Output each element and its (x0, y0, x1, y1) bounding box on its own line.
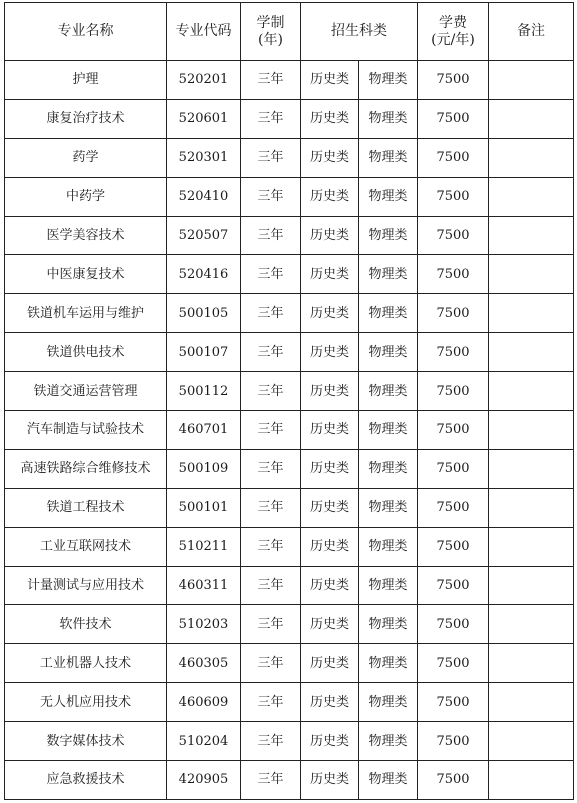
cell-subject-physics: 物理类 (359, 99, 418, 138)
cell-subject-history: 历史类 (301, 683, 359, 722)
cell-major-name: 铁道工程技术 (5, 488, 167, 527)
cell-remarks (489, 488, 574, 527)
cell-subject-physics: 物理类 (359, 333, 418, 372)
cell-remarks (489, 566, 574, 605)
cell-subject-physics: 物理类 (359, 177, 418, 216)
cell-tuition: 7500 (418, 216, 489, 255)
cell-duration: 三年 (241, 216, 301, 255)
header-duration-line2: (年) (258, 31, 283, 48)
table-row (5, 372, 574, 411)
cell-major-code: 520507 (167, 216, 241, 255)
cell-subject-history: 历史类 (301, 566, 359, 605)
cell-subject-physics: 物理类 (359, 683, 418, 722)
cell-subject-physics: 物理类 (359, 255, 418, 294)
table-body (5, 61, 574, 800)
cell-major-code: 520201 (167, 61, 241, 100)
cell-duration: 三年 (241, 372, 301, 411)
cell-tuition: 7500 (418, 488, 489, 527)
cell-subject-history: 历史类 (301, 722, 359, 761)
cell-duration: 三年 (241, 138, 301, 177)
cell-major-name: 铁道机车运用与维护 (5, 294, 167, 333)
cell-subject-physics: 物理类 (359, 722, 418, 761)
cell-major-name: 应急救援技术 (5, 761, 167, 800)
cell-duration: 三年 (241, 683, 301, 722)
cell-major-code: 460609 (167, 683, 241, 722)
cell-subject-physics: 物理类 (359, 138, 418, 177)
table-row (5, 527, 574, 566)
cell-major-name: 高速铁路综合维修技术 (5, 449, 167, 488)
cell-major-code: 520301 (167, 138, 241, 177)
table-row (5, 644, 574, 683)
cell-remarks (489, 99, 574, 138)
table-row (5, 177, 574, 216)
cell-remarks (489, 605, 574, 644)
cell-remarks (489, 333, 574, 372)
cell-subject-physics: 物理类 (359, 449, 418, 488)
table-row (5, 216, 574, 255)
header-subjects: 招生科类 (301, 3, 418, 61)
cell-tuition: 7500 (418, 177, 489, 216)
cell-remarks (489, 372, 574, 411)
cell-tuition: 7500 (418, 411, 489, 450)
cell-remarks (489, 294, 574, 333)
cell-subject-history: 历史类 (301, 61, 359, 100)
cell-duration: 三年 (241, 761, 301, 800)
cell-subject-history: 历史类 (301, 605, 359, 644)
cell-major-code: 520416 (167, 255, 241, 294)
cell-subject-physics: 物理类 (359, 61, 418, 100)
cell-subject-history: 历史类 (301, 372, 359, 411)
cell-duration: 三年 (241, 722, 301, 761)
cell-remarks (489, 61, 574, 100)
cell-major-code: 510204 (167, 722, 241, 761)
table-row (5, 488, 574, 527)
table-row (5, 411, 574, 450)
cell-remarks (489, 449, 574, 488)
cell-tuition: 7500 (418, 449, 489, 488)
cell-major-name: 医学美容技术 (5, 216, 167, 255)
cell-major-code: 500105 (167, 294, 241, 333)
cell-subject-physics: 物理类 (359, 488, 418, 527)
header-major-code: 专业代码 (167, 3, 241, 61)
cell-tuition: 7500 (418, 255, 489, 294)
header-duration-line1: 学制 (256, 14, 285, 31)
cell-major-code: 510211 (167, 527, 241, 566)
cell-major-name: 汽车制造与试验技术 (5, 411, 167, 450)
cell-subject-physics: 物理类 (359, 605, 418, 644)
cell-remarks (489, 411, 574, 450)
cell-subject-history: 历史类 (301, 761, 359, 800)
cell-duration: 三年 (241, 61, 301, 100)
cell-major-code: 510203 (167, 605, 241, 644)
cell-remarks (489, 255, 574, 294)
cell-subject-physics: 物理类 (359, 566, 418, 605)
cell-subject-history: 历史类 (301, 527, 359, 566)
cell-major-name: 中医康复技术 (5, 255, 167, 294)
cell-subject-history: 历史类 (301, 216, 359, 255)
cell-tuition: 7500 (418, 372, 489, 411)
cell-major-name: 护理 (5, 61, 167, 100)
cell-tuition: 7500 (418, 61, 489, 100)
cell-major-code: 500109 (167, 449, 241, 488)
cell-duration: 三年 (241, 411, 301, 450)
cell-major-code: 460311 (167, 566, 241, 605)
cell-remarks (489, 644, 574, 683)
cell-duration: 三年 (241, 527, 301, 566)
cell-duration: 三年 (241, 255, 301, 294)
cell-subject-history: 历史类 (301, 255, 359, 294)
cell-major-code: 460701 (167, 411, 241, 450)
cell-major-code: 520410 (167, 177, 241, 216)
cell-tuition: 7500 (418, 527, 489, 566)
cell-major-name: 无人机应用技术 (5, 683, 167, 722)
cell-tuition: 7500 (418, 605, 489, 644)
table-row (5, 449, 574, 488)
cell-tuition: 7500 (418, 294, 489, 333)
cell-duration: 三年 (241, 644, 301, 683)
table-row (5, 722, 574, 761)
cell-tuition: 7500 (418, 333, 489, 372)
cell-duration: 三年 (241, 294, 301, 333)
cell-remarks (489, 527, 574, 566)
cell-major-code: 520601 (167, 99, 241, 138)
cell-subject-history: 历史类 (301, 644, 359, 683)
cell-major-name: 计量测试与应用技术 (5, 566, 167, 605)
table-row (5, 333, 574, 372)
cell-subject-physics: 物理类 (359, 527, 418, 566)
cell-subject-physics: 物理类 (359, 294, 418, 333)
cell-tuition: 7500 (418, 138, 489, 177)
table-row (5, 61, 574, 100)
cell-subject-history: 历史类 (301, 138, 359, 177)
table-row (5, 294, 574, 333)
cell-duration: 三年 (241, 177, 301, 216)
cell-subject-physics: 物理类 (359, 372, 418, 411)
cell-duration: 三年 (241, 449, 301, 488)
cell-major-code: 500112 (167, 372, 241, 411)
cell-subject-history: 历史类 (301, 333, 359, 372)
cell-major-code: 420905 (167, 761, 241, 800)
table-row (5, 138, 574, 177)
cell-remarks (489, 216, 574, 255)
cell-subject-history: 历史类 (301, 99, 359, 138)
cell-duration: 三年 (241, 488, 301, 527)
cell-duration: 三年 (241, 99, 301, 138)
cell-major-name: 工业机器人技术 (5, 644, 167, 683)
cell-subject-history: 历史类 (301, 177, 359, 216)
cell-subject-history: 历史类 (301, 294, 359, 333)
table-row (5, 683, 574, 722)
cell-major-name: 铁道供电技术 (5, 333, 167, 372)
header-tuition (418, 3, 489, 61)
table-row (5, 255, 574, 294)
cell-remarks (489, 722, 574, 761)
header-major-name: 专业名称 (5, 3, 167, 61)
cell-duration: 三年 (241, 333, 301, 372)
cell-major-name: 软件技术 (5, 605, 167, 644)
cell-tuition: 7500 (418, 566, 489, 605)
cell-subject-physics: 物理类 (359, 411, 418, 450)
cell-major-name: 康复治疗技术 (5, 99, 167, 138)
header-duration (241, 3, 301, 61)
table-row (5, 566, 574, 605)
cell-tuition: 7500 (418, 644, 489, 683)
cell-tuition: 7500 (418, 722, 489, 761)
cell-duration: 三年 (241, 605, 301, 644)
cell-subject-physics: 物理类 (359, 761, 418, 800)
cell-subject-history: 历史类 (301, 411, 359, 450)
cell-major-name: 工业互联网技术 (5, 527, 167, 566)
majors-table (4, 2, 574, 800)
cell-duration: 三年 (241, 566, 301, 605)
cell-major-name: 中药学 (5, 177, 167, 216)
cell-major-code: 500107 (167, 333, 241, 372)
cell-remarks (489, 761, 574, 800)
header-tuition-line2: (元/年) (431, 31, 475, 48)
table-header-row (5, 3, 574, 61)
cell-remarks (489, 138, 574, 177)
table-row (5, 605, 574, 644)
table-row (5, 761, 574, 800)
cell-remarks (489, 177, 574, 216)
cell-tuition: 7500 (418, 761, 489, 800)
cell-major-code: 500101 (167, 488, 241, 527)
cell-major-name: 铁道交通运营管理 (5, 372, 167, 411)
header-tuition-line1: 学费 (439, 14, 467, 31)
cell-subject-history: 历史类 (301, 488, 359, 527)
cell-major-code: 460305 (167, 644, 241, 683)
header-remarks: 备注 (489, 3, 574, 61)
table-row (5, 99, 574, 138)
cell-subject-history: 历史类 (301, 449, 359, 488)
cell-subject-physics: 物理类 (359, 216, 418, 255)
cell-major-name: 药学 (5, 138, 167, 177)
cell-tuition: 7500 (418, 683, 489, 722)
cell-remarks (489, 683, 574, 722)
cell-major-name: 数字媒体技术 (5, 722, 167, 761)
cell-tuition: 7500 (418, 99, 489, 138)
cell-subject-physics: 物理类 (359, 644, 418, 683)
